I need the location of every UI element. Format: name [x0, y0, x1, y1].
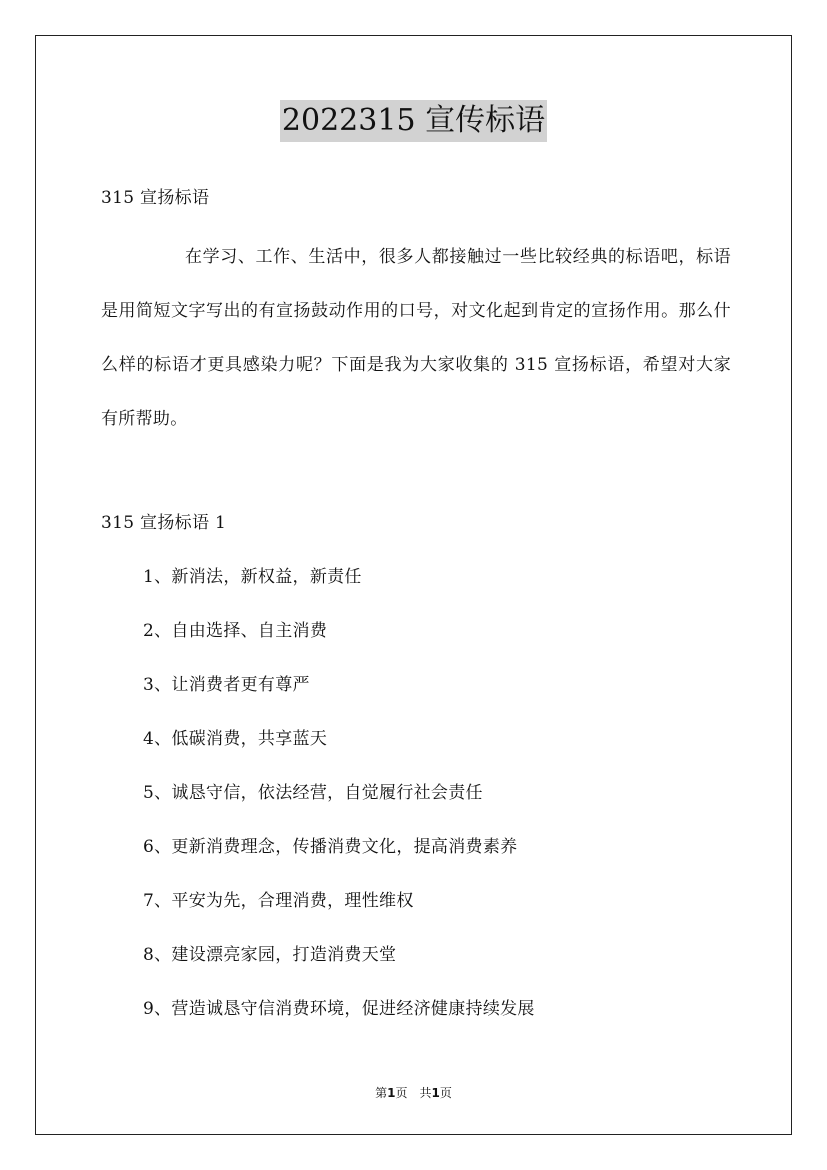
list-item: 6、更新消费理念，传播消费文化，提高消费素养 — [143, 837, 518, 857]
footer-page-mid: 页 共 — [395, 1086, 432, 1100]
section-heading: 315 宣扬标语 1 — [101, 513, 227, 533]
page-footer — [0, 1084, 827, 1101]
list-item: 9、营造诚恳守信消费环境，促进经济健康持续发展 — [143, 999, 535, 1019]
list-item: 5、诚恳守信，依法经营，自觉履行社会责任 — [143, 783, 483, 803]
list-item: 3、让消费者更有尊严 — [143, 675, 310, 695]
intro-paragraph: 在学习、工作、生活中，很多人都接触过一些比较经典的标语吧，标语是用简短文字写出的有宣扬鼓动作用的口号，对文化起到肯定的宣扬作用。那么什么样的标语才更具感染力呢？下面是我为大家收集的 315 宣扬标语，希望对大家有所帮助。 — [101, 247, 731, 429]
title-container — [0, 100, 827, 142]
list-item: 4、低碳消费，共享蓝天 — [143, 729, 328, 749]
footer-page-total: 1 — [431, 1086, 440, 1100]
list-item: 2、自由选择、自主消费 — [143, 621, 328, 641]
footer-page-prefix: 第 — [375, 1086, 388, 1100]
document-title: 2022315 宣传标语 — [280, 100, 547, 142]
footer-page-suffix: 页 — [439, 1086, 452, 1100]
footer-page-number: 1 — [387, 1086, 396, 1100]
list-item: 1、新消法，新权益，新责任 — [143, 567, 362, 587]
list-item: 7、平安为先，合理消费，理性维权 — [143, 891, 414, 911]
subtitle: 315 宣扬标语 — [101, 188, 210, 208]
list-item: 8、建设漂亮家园，打造消费天堂 — [143, 945, 397, 965]
